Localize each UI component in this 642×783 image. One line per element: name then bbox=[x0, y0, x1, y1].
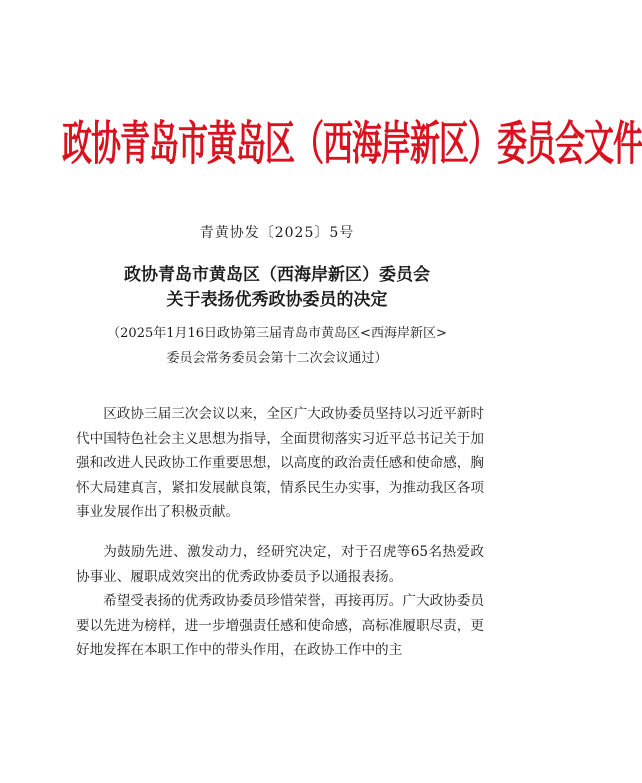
paragraph: 希望受表扬的优秀政协委员珍惜荣誉，再接再厉。广大政协委员要以先进为榜样，进一步增强责任感和使命感，高标准履职尽责，更好地发挥在本职工作中的带头作用，在政协工作中的主 bbox=[76, 593, 484, 659]
paragraph: 区政协三届三次会议以来，全区广大政协委员坚持以习近平新时代中国特色社会主义思想为指导，全面贯彻落实习近平总书记关于加强和改进人民政协工作重要思想，以高度的政治责任感和使命感，胸怀大局建真言，紧扣发展献良策，情系民生办实事，为推动我区各项事业发展作出了积极贡献。 bbox=[76, 406, 484, 521]
document-number: 青黄协发〔2025〕5号 bbox=[199, 225, 355, 241]
subtitle-line-1: （2025年1月16日政协第三届青岛市黄岛区<西海岸新区> bbox=[107, 326, 447, 341]
subtitle-line-2: 委员会常务委员会第十二次会议通过） bbox=[166, 351, 388, 366]
document-header: 政协青岛市黄岛区（西海岸新区）委员会文件 bbox=[62, 117, 642, 172]
title-line-1: 政协青岛市黄岛区（西海岸新区）委员会 bbox=[124, 265, 430, 285]
title-line-2: 关于表扬优秀政协委员的决定 bbox=[166, 290, 388, 310]
paragraph: 为鼓励先进、激发动力，经研究决定，对于召虎等65名热爱政协事业、履职成效突出的优秀政协委员予以通报表扬。 bbox=[76, 544, 484, 585]
